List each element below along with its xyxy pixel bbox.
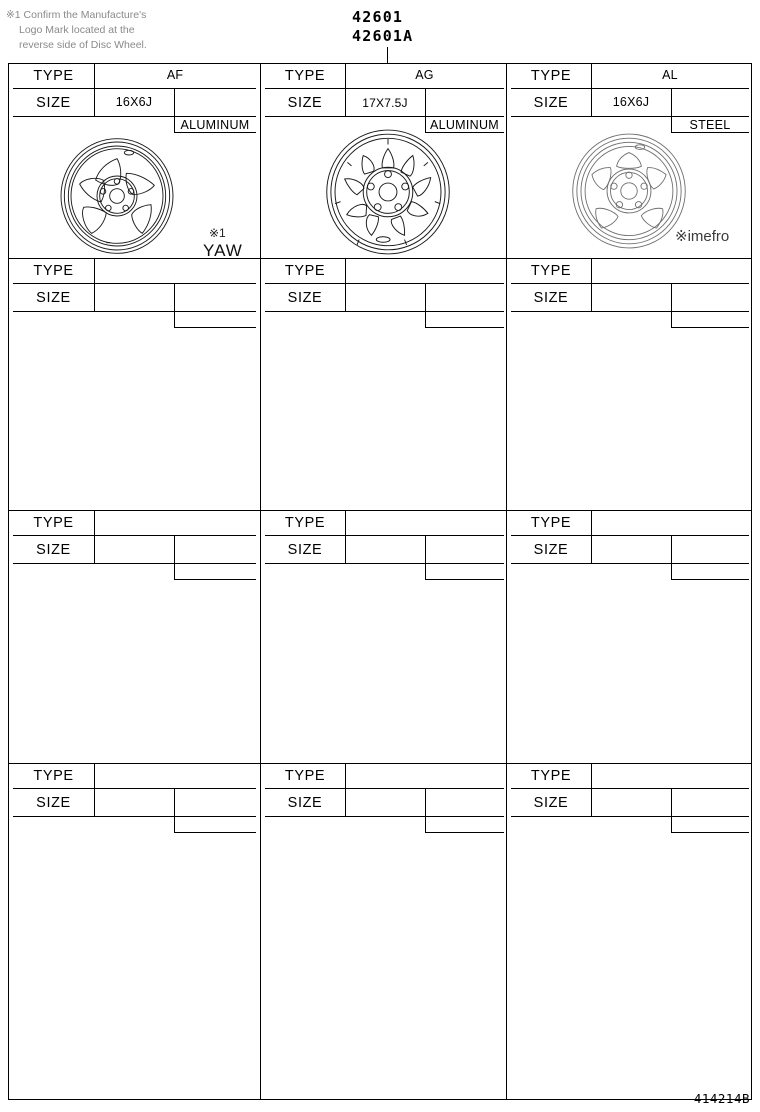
- label-size: SIZE: [533, 795, 569, 811]
- spec-hline: [174, 832, 256, 833]
- spec-hline: [671, 327, 749, 328]
- panel-r2c3: [507, 259, 751, 510]
- note-line-3: reverse side of Disc Wheel.: [19, 39, 147, 51]
- spec-hline: [425, 579, 504, 580]
- spec-vline: [591, 511, 592, 563]
- label-type: TYPE: [33, 768, 74, 784]
- spec-vline: [425, 535, 426, 579]
- panel-r4c1: [9, 764, 260, 1099]
- label-size: SIZE: [533, 542, 569, 558]
- spec-vline: [671, 535, 672, 579]
- manufacturer-logo-note: [6, 8, 221, 53]
- panel-al: [507, 64, 751, 258]
- value-type-al: AL: [662, 68, 678, 82]
- label-type: TYPE: [284, 263, 326, 279]
- wheel-spec-grid: [8, 63, 752, 1100]
- value-size-ag: 17X7.5J: [362, 96, 408, 110]
- panel-af: [9, 64, 260, 258]
- note-line-2: Logo Mark located at the: [19, 24, 135, 36]
- spec-hline: [511, 283, 749, 284]
- spec-table-r4c1: [9, 764, 260, 832]
- spec-hline: [174, 579, 256, 580]
- spec-table-ag: [261, 64, 506, 132]
- spec-hline: [511, 563, 749, 564]
- spec-hline: [13, 283, 256, 284]
- label-size: SIZE: [287, 95, 323, 111]
- material-ag: ALUMINUM: [429, 118, 500, 132]
- spec-vline: [345, 259, 346, 311]
- mark-1-af: ※1: [209, 226, 226, 240]
- spec-hline: [13, 116, 256, 117]
- spec-vline: [174, 788, 175, 832]
- value-type-ag: AG: [415, 68, 434, 82]
- label-size: SIZE: [36, 290, 71, 306]
- spec-hline: [265, 535, 504, 536]
- label-type: TYPE: [33, 68, 74, 84]
- part-number-secondary: 42601A: [352, 27, 414, 45]
- label-type: TYPE: [530, 68, 572, 84]
- spec-hline: [174, 327, 256, 328]
- label-size: SIZE: [36, 542, 71, 558]
- spec-hline: [511, 788, 749, 789]
- spec-vline: [345, 511, 346, 563]
- panel-r2c1: [9, 259, 260, 510]
- label-type: TYPE: [530, 515, 572, 531]
- label-size: SIZE: [36, 95, 71, 111]
- spec-hline: [265, 283, 504, 284]
- spec-table-r3c2: [261, 511, 506, 579]
- spec-hline: [13, 563, 256, 564]
- spec-vline: [174, 283, 175, 327]
- panel-ag: [261, 64, 506, 258]
- label-type: TYPE: [284, 768, 326, 784]
- spec-hline: [425, 327, 504, 328]
- label-type: TYPE: [33, 263, 74, 279]
- spec-vline: [94, 764, 95, 816]
- spec-vline: [591, 259, 592, 311]
- spec-hline: [511, 116, 749, 117]
- label-type: TYPE: [284, 68, 326, 84]
- spec-hline: [13, 311, 256, 312]
- wheel-image-af: [27, 136, 207, 261]
- label-size: SIZE: [36, 795, 71, 811]
- part-number-block: [352, 8, 413, 46]
- spec-hline: [13, 88, 256, 89]
- imefro-label: ※imefro: [675, 228, 730, 245]
- spec-hline: [511, 88, 749, 89]
- value-type-af: AF: [166, 68, 184, 82]
- panel-r3c1: [9, 511, 260, 763]
- spec-vline: [94, 259, 95, 311]
- spec-table-r4c2: [261, 764, 506, 832]
- spec-table-r3c3: [507, 511, 751, 579]
- panel-r3c2: [261, 511, 506, 763]
- spec-hline: [425, 832, 504, 833]
- label-type: TYPE: [530, 768, 572, 784]
- label-size: SIZE: [287, 542, 323, 558]
- spec-hline: [511, 311, 749, 312]
- spec-vline: [671, 788, 672, 832]
- material-al: STEEL: [689, 118, 731, 132]
- spec-table-r2c1: [9, 259, 260, 327]
- panel-r4c2: [261, 764, 506, 1099]
- label-size: SIZE: [533, 95, 569, 111]
- spec-hline: [174, 132, 256, 133]
- spec-table-r4c3: [507, 764, 751, 832]
- label-size: SIZE: [287, 290, 323, 306]
- part-number-primary: 42601: [352, 8, 404, 26]
- spec-vline: [425, 283, 426, 327]
- spec-hline: [265, 816, 504, 817]
- note-line-1: ※1 Confirm the Manufacture's: [6, 9, 147, 21]
- spec-hline: [13, 535, 256, 536]
- label-size: SIZE: [287, 795, 323, 811]
- spec-hline: [13, 816, 256, 817]
- label-type: TYPE: [284, 515, 326, 531]
- panel-r4c3: [507, 764, 751, 1099]
- label-size: SIZE: [533, 290, 569, 306]
- spec-hline: [671, 579, 749, 580]
- value-size-al: 16X6J: [612, 95, 650, 109]
- spec-table-r2c3: [507, 259, 751, 327]
- spec-hline: [265, 563, 504, 564]
- spec-table-af: [9, 64, 260, 132]
- spec-hline: [265, 116, 504, 117]
- label-type: TYPE: [33, 515, 74, 531]
- spec-vline: [94, 511, 95, 563]
- panel-r2c2: [261, 259, 506, 510]
- yaw-label: YAW: [203, 241, 243, 260]
- spec-hline: [13, 788, 256, 789]
- spec-hline: [511, 535, 749, 536]
- value-size-af: 16X6J: [115, 95, 153, 109]
- diagram-figure-code: 414214B: [693, 1091, 750, 1106]
- spec-hline: [265, 788, 504, 789]
- material-af: ALUMINUM: [180, 118, 250, 132]
- spec-hline: [671, 832, 749, 833]
- part-number-leader-line: [387, 47, 388, 63]
- spec-hline: [265, 311, 504, 312]
- wheel-svg-af: [27, 136, 207, 256]
- wheel-svg-ag: [295, 128, 481, 256]
- spec-hline: [265, 88, 504, 89]
- spec-vline: [345, 764, 346, 816]
- panel-r3c3: [507, 511, 751, 763]
- spec-vline: [425, 788, 426, 832]
- spec-table-r3c1: [9, 511, 260, 579]
- spec-vline: [671, 283, 672, 327]
- label-type: TYPE: [530, 263, 572, 279]
- spec-table-al: [507, 64, 751, 132]
- spec-vline: [174, 535, 175, 579]
- spec-vline: [591, 764, 592, 816]
- wheel-image-ag: [295, 128, 481, 261]
- spec-hline: [511, 816, 749, 817]
- spec-table-r2c2: [261, 259, 506, 327]
